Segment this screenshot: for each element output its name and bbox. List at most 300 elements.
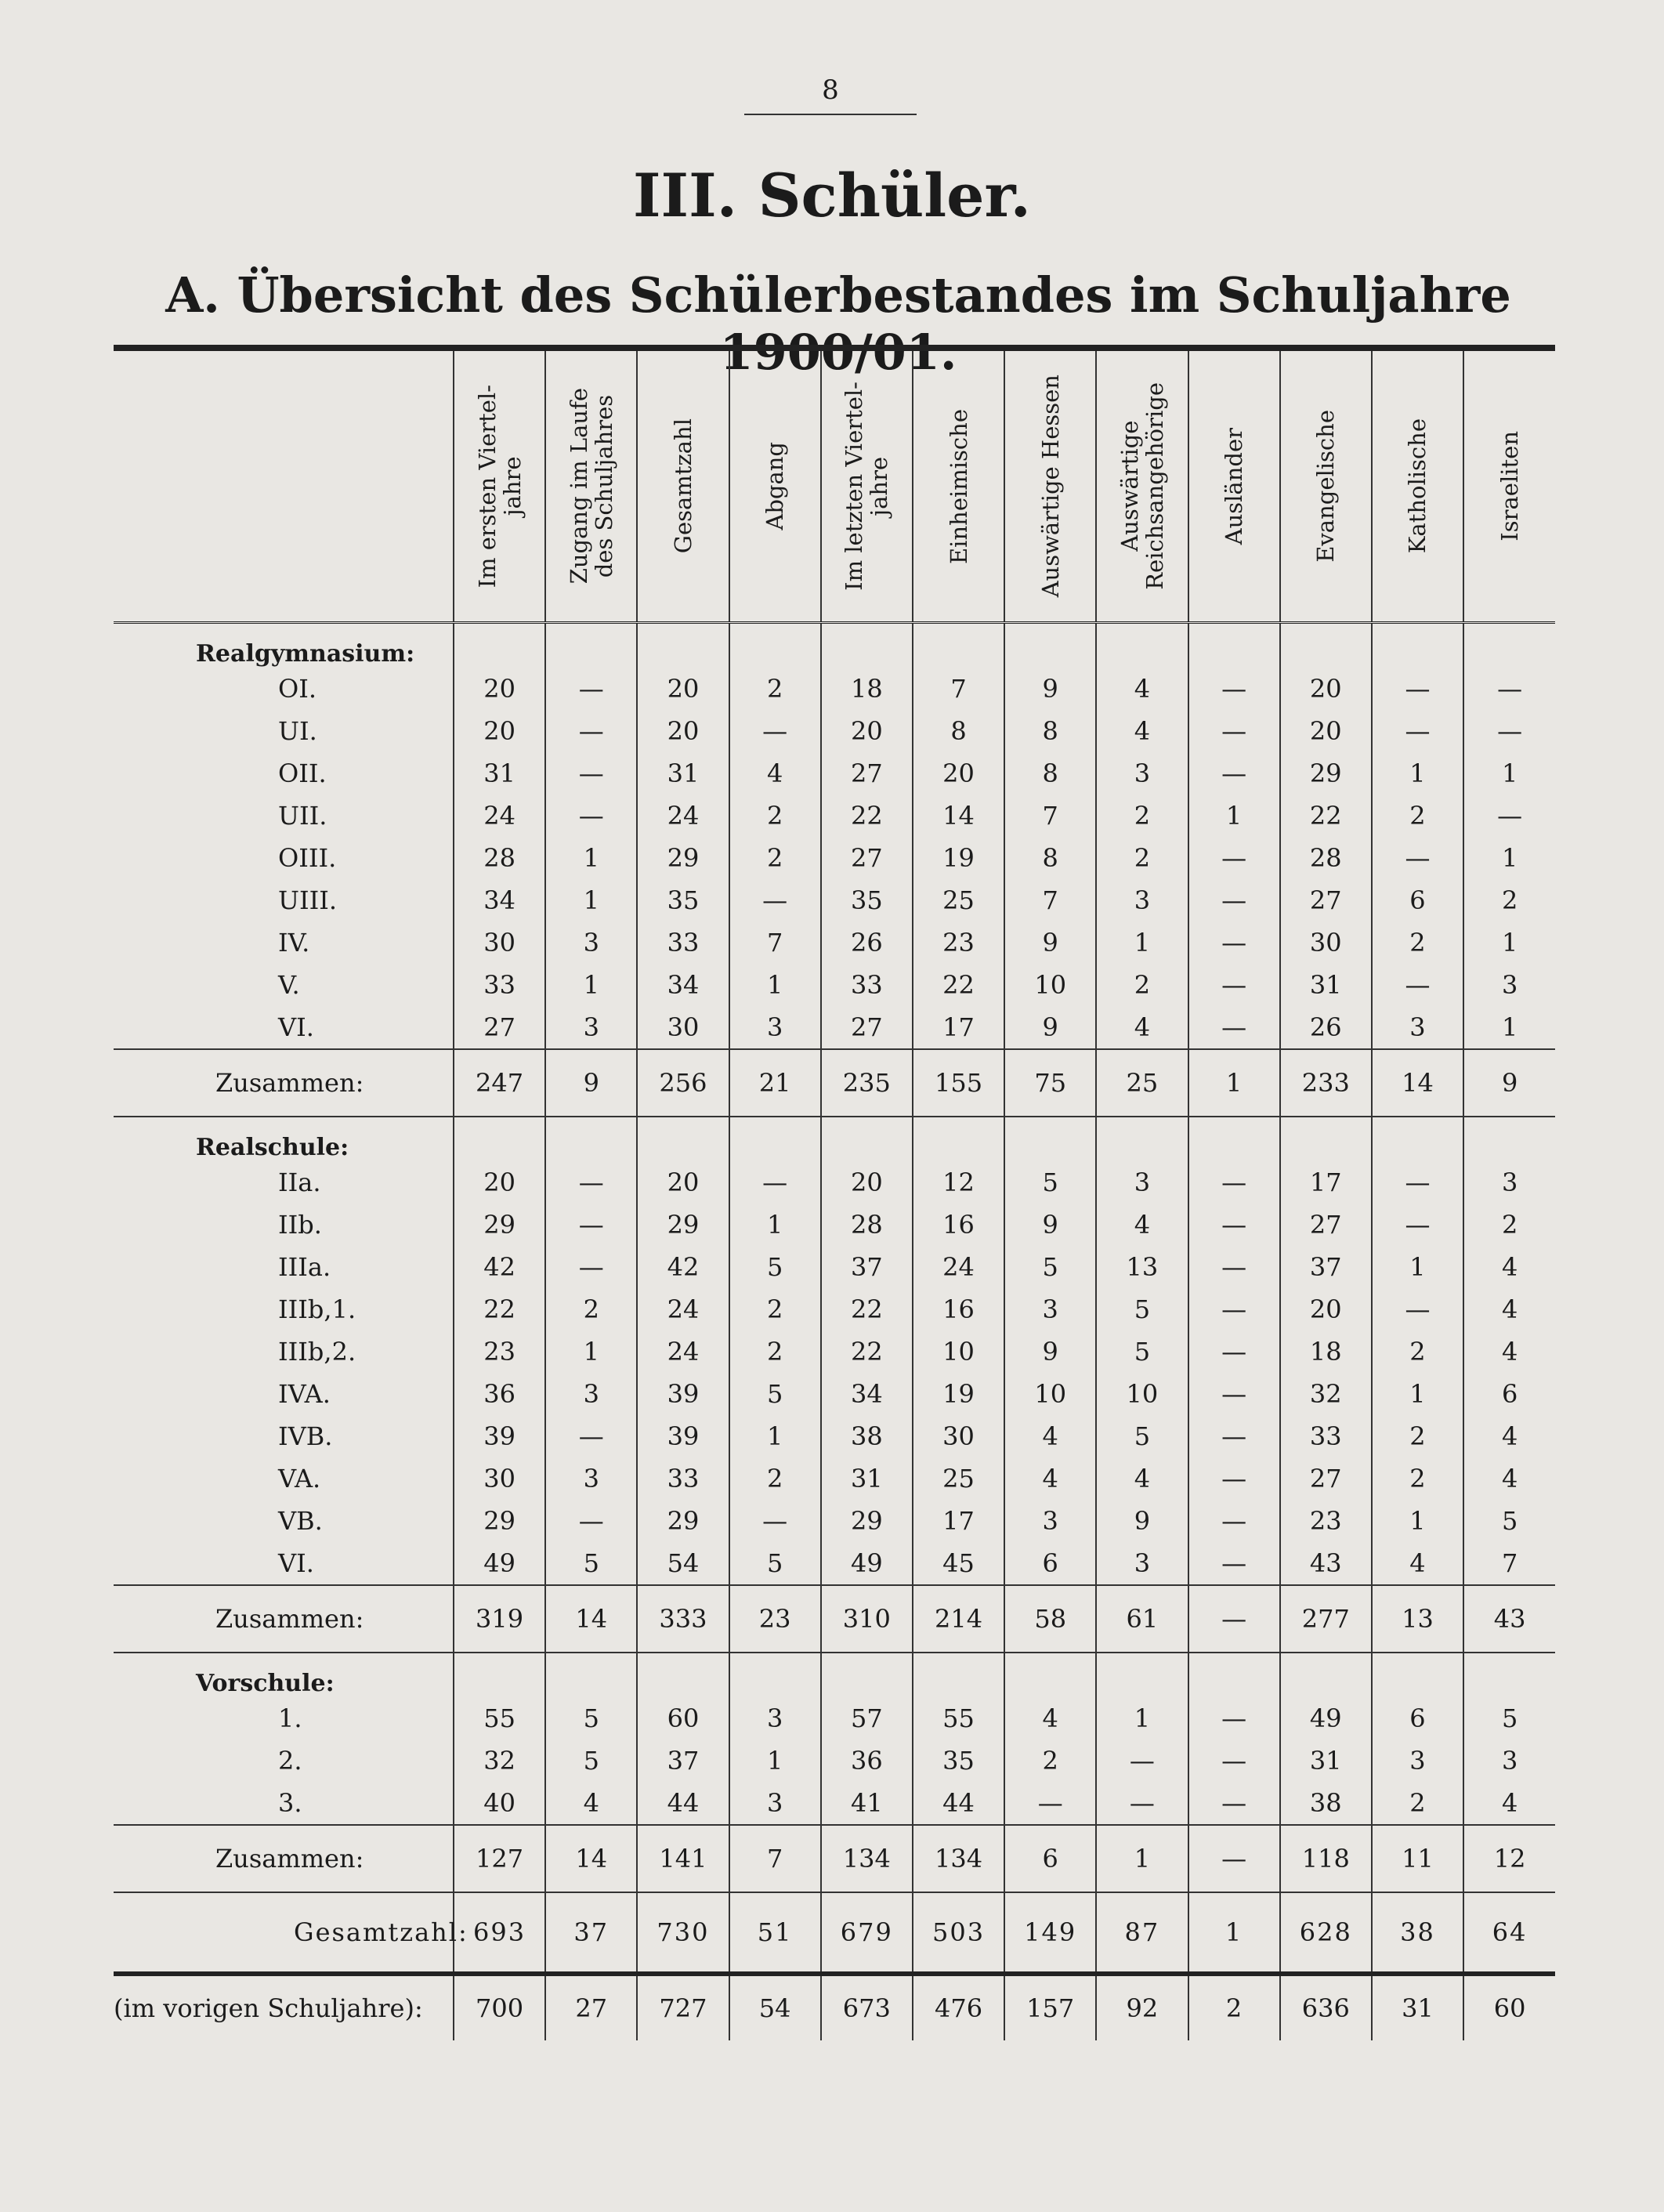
- table-cell: —: [1372, 668, 1463, 710]
- table-cell: 18: [821, 668, 913, 710]
- table-cell: 43: [1463, 1585, 1555, 1653]
- page-number-rule: [744, 114, 917, 115]
- table-cell: 2: [729, 1457, 821, 1500]
- table-cell: 24: [637, 1330, 729, 1373]
- table-cell: 60: [637, 1697, 729, 1740]
- table-cell: 6: [1004, 1542, 1096, 1585]
- table-cell: 3: [1096, 1542, 1188, 1585]
- table-cell: 23: [729, 1585, 821, 1653]
- table-cell: 61: [1096, 1585, 1188, 1653]
- table-cell: 24: [637, 1288, 729, 1330]
- column-header-label: Zugang im Laufe des Schuljahres: [565, 388, 617, 585]
- table-row: [114, 1330, 1555, 1373]
- table-cell: 11: [1372, 1825, 1463, 1892]
- table-cell: 33: [454, 964, 545, 1006]
- column-header: [729, 348, 821, 623]
- table-cell: 58: [1004, 1585, 1096, 1653]
- table-cell: 13: [1372, 1585, 1463, 1653]
- table-cell: 22: [454, 1288, 545, 1330]
- table-cell: 26: [1280, 1006, 1372, 1049]
- row-label: IIIb,1.: [278, 1294, 356, 1324]
- table-row: [114, 710, 1555, 752]
- table-cell: 4: [1096, 1457, 1188, 1500]
- column-header-label: Auswärtige Reichsangehörige: [1116, 382, 1168, 590]
- table-cell: —: [1188, 1330, 1280, 1373]
- table-cell: [637, 1117, 729, 1161]
- table-cell: 33: [821, 964, 913, 1006]
- table-cell: 5: [1096, 1288, 1188, 1330]
- table-cell: 1: [1096, 921, 1188, 964]
- page-title: III. Schüler.: [633, 161, 1031, 230]
- row-label: IVB.: [278, 1421, 333, 1451]
- table-cell: 5: [1463, 1697, 1555, 1740]
- table-cell: 21: [729, 1049, 821, 1117]
- table-cell: [1463, 1117, 1555, 1161]
- table-cell: 16: [913, 1204, 1004, 1246]
- table-cell: 24: [454, 795, 545, 837]
- table-cell: 8: [913, 710, 1004, 752]
- table-cell: 8: [1004, 710, 1096, 752]
- table-cell: 2: [729, 1288, 821, 1330]
- table-cell: —: [1188, 964, 1280, 1006]
- table-cell: —: [1188, 1006, 1280, 1049]
- table-row: [114, 1288, 1555, 1330]
- table-cell: [1004, 623, 1096, 668]
- table-cell: 36: [454, 1373, 545, 1415]
- table-cell: [1372, 1653, 1463, 1697]
- table-cell: 310: [821, 1585, 913, 1653]
- table-cell: [1280, 1653, 1372, 1697]
- table-cell: [1096, 1653, 1188, 1697]
- table-cell: 2: [1372, 795, 1463, 837]
- column-header: [1096, 348, 1188, 623]
- table-cell: —: [1188, 710, 1280, 752]
- table-cell: [545, 1653, 637, 1697]
- table-cell: 693: [454, 1892, 545, 1974]
- table-cell: 54: [729, 1974, 821, 2040]
- table-cell: 5: [1004, 1246, 1096, 1288]
- table-cell: 37: [545, 1892, 637, 1974]
- table-cell: 730: [637, 1892, 729, 1974]
- table-cell: 1: [1372, 1246, 1463, 1288]
- table-cell: 37: [821, 1246, 913, 1288]
- table-cell: [1188, 1117, 1280, 1161]
- table-cell: 5: [1096, 1415, 1188, 1457]
- table-cell: 5: [1096, 1330, 1188, 1373]
- table-cell: 1: [729, 1415, 821, 1457]
- table-cell: 3: [1463, 1161, 1555, 1204]
- table-cell: 3: [1096, 752, 1188, 795]
- table-cell: 8: [1004, 752, 1096, 795]
- table-cell: 29: [454, 1204, 545, 1246]
- table-cell: 7: [729, 921, 821, 964]
- table-cell: 6: [1463, 1373, 1555, 1415]
- column-header: [1280, 348, 1372, 623]
- table-cell: 4: [1004, 1415, 1096, 1457]
- table-row: [114, 1500, 1555, 1542]
- grand-total-row: [114, 1892, 1555, 1974]
- table-cell: 20: [913, 752, 1004, 795]
- table-cell: —: [1188, 1246, 1280, 1288]
- table-row: [114, 964, 1555, 1006]
- table-cell: 1: [1188, 795, 1280, 837]
- table-cell: 1: [1188, 1049, 1280, 1117]
- table-cell: —: [729, 710, 821, 752]
- table-cell: 5: [729, 1246, 821, 1288]
- table-cell: 1: [545, 964, 637, 1006]
- table-cell: 23: [454, 1330, 545, 1373]
- table-cell: —: [1372, 964, 1463, 1006]
- table-cell: 2: [1463, 879, 1555, 921]
- table-cell: —: [1372, 1204, 1463, 1246]
- table-cell: 4: [1372, 1542, 1463, 1585]
- table-cell: 12: [1463, 1825, 1555, 1892]
- table-cell: 2: [1004, 1740, 1096, 1782]
- column-header: [913, 348, 1004, 623]
- table-cell: 7: [1004, 795, 1096, 837]
- table-cell: —: [1188, 1740, 1280, 1782]
- table-cell: 92: [1096, 1974, 1188, 2040]
- table-row: [114, 1542, 1555, 1585]
- column-header: [1372, 348, 1463, 623]
- table-cell: 14: [913, 795, 1004, 837]
- table-cell: 30: [454, 1457, 545, 1500]
- table-cell: [821, 623, 913, 668]
- table-cell: 39: [637, 1415, 729, 1457]
- table-cell: 32: [454, 1740, 545, 1782]
- table-cell: 7: [729, 1825, 821, 1892]
- table-cell: —: [1188, 921, 1280, 964]
- table-cell: 7: [1004, 879, 1096, 921]
- table-cell: [913, 623, 1004, 668]
- table-cell: 2: [1096, 964, 1188, 1006]
- table-cell: 22: [821, 1330, 913, 1373]
- table-cell: 19: [913, 837, 1004, 879]
- table-cell: 49: [821, 1542, 913, 1585]
- column-header: [1004, 348, 1096, 623]
- table-cell: 2: [1096, 837, 1188, 879]
- table-cell: 2: [1096, 795, 1188, 837]
- table-cell: 233: [1280, 1049, 1372, 1117]
- table-cell: 3: [545, 1373, 637, 1415]
- table-cell: 3: [729, 1782, 821, 1825]
- table-cell: —: [1463, 710, 1555, 752]
- table-cell: 2: [1372, 1782, 1463, 1825]
- table-cell: 628: [1280, 1892, 1372, 1974]
- table-cell: —: [1188, 1204, 1280, 1246]
- column-header-label: Abgang: [761, 442, 789, 530]
- table-cell: 14: [545, 1825, 637, 1892]
- table-cell: 3: [729, 1006, 821, 1049]
- table-cell: —: [545, 1415, 637, 1457]
- column-header-label: Israeliten: [1496, 431, 1524, 541]
- table-cell: 22: [913, 964, 1004, 1006]
- table-cell: 1: [1096, 1825, 1188, 1892]
- row-label: 3.: [278, 1788, 302, 1818]
- table-cell: [1463, 1653, 1555, 1697]
- table-cell: —: [1372, 837, 1463, 879]
- column-header: [1463, 348, 1555, 623]
- table-cell: [637, 623, 729, 668]
- table-cell: 49: [1280, 1697, 1372, 1740]
- table-cell: 30: [637, 1006, 729, 1049]
- row-label: IIa.: [278, 1168, 321, 1197]
- table-cell: 1: [545, 837, 637, 879]
- table-cell: 1: [729, 1740, 821, 1782]
- table-cell: 25: [913, 1457, 1004, 1500]
- table-cell: 28: [1280, 837, 1372, 879]
- column-header: [1188, 348, 1280, 623]
- row-label: IIb.: [278, 1210, 322, 1240]
- table-cell: 1: [1463, 752, 1555, 795]
- column-header-label: Ausländer: [1221, 427, 1248, 545]
- table-cell: [1188, 623, 1280, 668]
- table-cell: 38: [1372, 1892, 1463, 1974]
- table-cell: 727: [637, 1974, 729, 2040]
- table-cell: —: [1188, 879, 1280, 921]
- row-label: 1.: [278, 1703, 302, 1733]
- student-statistics-table: [114, 345, 1555, 2040]
- section-heading-row: [114, 1653, 1555, 1697]
- row-label: VI.: [278, 1012, 314, 1042]
- table-cell: 8: [1004, 837, 1096, 879]
- column-header-label: Auswärtige Hessen: [1036, 375, 1064, 598]
- table-cell: —: [1188, 1697, 1280, 1740]
- table-cell: 20: [637, 668, 729, 710]
- table-cell: 28: [454, 837, 545, 879]
- table-cell: 134: [913, 1825, 1004, 1892]
- table-cell: 20: [637, 710, 729, 752]
- table-cell: 27: [821, 752, 913, 795]
- table-cell: 32: [1280, 1373, 1372, 1415]
- table-cell: —: [1463, 668, 1555, 710]
- table-cell: [729, 623, 821, 668]
- table-cell: —: [1188, 1457, 1280, 1500]
- table-cell: 38: [1280, 1782, 1372, 1825]
- column-header-label: Gesamtzahl: [669, 418, 696, 554]
- table-cell: 29: [454, 1500, 545, 1542]
- table-cell: 277: [1280, 1585, 1372, 1653]
- table-cell: 9: [545, 1049, 637, 1117]
- table-cell: 42: [637, 1246, 729, 1288]
- table-cell: [454, 1653, 545, 1697]
- table-cell: 9: [1096, 1500, 1188, 1542]
- table-row: [114, 1246, 1555, 1288]
- table-cell: 127: [454, 1825, 545, 1892]
- table-cell: 54: [637, 1542, 729, 1585]
- table-cell: 13: [1096, 1246, 1188, 1288]
- table-cell: 24: [913, 1246, 1004, 1288]
- table-cell: 29: [821, 1500, 913, 1542]
- table-cell: —: [1188, 837, 1280, 879]
- table-cell: 20: [1280, 1288, 1372, 1330]
- table-cell: 476: [913, 1974, 1004, 2040]
- table-cell: 55: [454, 1697, 545, 1740]
- table-cell: 36: [821, 1740, 913, 1782]
- table-cell: 1: [1463, 837, 1555, 879]
- table-cell: 33: [637, 1457, 729, 1500]
- table-cell: 31: [1280, 964, 1372, 1006]
- table-cell: 1: [1372, 752, 1463, 795]
- table-cell: 5: [1004, 1161, 1096, 1204]
- table-cell: [1096, 1117, 1188, 1161]
- table-cell: 10: [1004, 1373, 1096, 1415]
- table-cell: 35: [913, 1740, 1004, 1782]
- table-cell: [454, 1117, 545, 1161]
- table-cell: 27: [1280, 1204, 1372, 1246]
- table-header-row: [114, 348, 1555, 623]
- table-cell: 9: [1004, 1006, 1096, 1049]
- table-cell: 31: [637, 752, 729, 795]
- table-cell: 1: [545, 879, 637, 921]
- table-cell: —: [1372, 1288, 1463, 1330]
- table-cell: [821, 1117, 913, 1161]
- table-cell: 26: [821, 921, 913, 964]
- table-cell: 141: [637, 1825, 729, 1892]
- table-cell: 44: [637, 1782, 729, 1825]
- table-cell: 3: [1096, 1161, 1188, 1204]
- table-cell: 14: [545, 1585, 637, 1653]
- previous-year-row: [114, 1974, 1555, 2040]
- table-cell: 1: [1188, 1892, 1280, 1974]
- row-label: V.: [278, 970, 300, 1000]
- table-cell: 41: [821, 1782, 913, 1825]
- table-cell: [1004, 1653, 1096, 1697]
- table-cell: 3: [1004, 1288, 1096, 1330]
- table-cell: —: [545, 710, 637, 752]
- table-cell: 20: [1280, 668, 1372, 710]
- table-cell: 2: [729, 668, 821, 710]
- table-cell: —: [1188, 1373, 1280, 1415]
- table-cell: 134: [821, 1825, 913, 1892]
- table-cell: 30: [454, 921, 545, 964]
- table-cell: 6: [1004, 1825, 1096, 1892]
- table-cell: —: [1004, 1782, 1096, 1825]
- row-label: IV.: [278, 928, 310, 958]
- table-cell: 2: [729, 837, 821, 879]
- table-cell: —: [1188, 1500, 1280, 1542]
- page-number: 8: [822, 74, 839, 106]
- table-cell: 5: [1463, 1500, 1555, 1542]
- section-total-row: [114, 1049, 1555, 1117]
- column-header: [637, 348, 729, 623]
- column-header-label: Einheimische: [945, 408, 972, 564]
- row-label: Gesamtzahl:: [114, 1892, 454, 1974]
- table-cell: 10: [913, 1330, 1004, 1373]
- table-cell: 28: [821, 1204, 913, 1246]
- table-cell: [1463, 623, 1555, 668]
- table-cell: 75: [1004, 1049, 1096, 1117]
- table-cell: —: [1188, 1161, 1280, 1204]
- table-cell: 6: [1372, 1697, 1463, 1740]
- section-heading-row: [114, 623, 1555, 668]
- table-cell: 38: [821, 1415, 913, 1457]
- table-cell: —: [1463, 795, 1555, 837]
- table-cell: 30: [913, 1415, 1004, 1457]
- table-cell: 87: [1096, 1892, 1188, 1974]
- table-row: [114, 752, 1555, 795]
- table-cell: 23: [1280, 1500, 1372, 1542]
- table-cell: 118: [1280, 1825, 1372, 1892]
- table-cell: 2: [1372, 1457, 1463, 1500]
- table-cell: 3: [1004, 1500, 1096, 1542]
- row-label: UII.: [278, 801, 327, 831]
- row-label: Zusammen:: [114, 1585, 454, 1653]
- table-cell: 29: [637, 837, 729, 879]
- table-cell: 1: [1372, 1373, 1463, 1415]
- column-header: [545, 348, 637, 623]
- table-cell: 20: [637, 1161, 729, 1204]
- table-cell: 4: [545, 1782, 637, 1825]
- table-cell: 4: [1463, 1782, 1555, 1825]
- table-cell: 22: [821, 1288, 913, 1330]
- table-cell: 4: [1096, 1006, 1188, 1049]
- table-cell: 5: [545, 1740, 637, 1782]
- table-cell: [729, 1117, 821, 1161]
- table-cell: [1280, 1117, 1372, 1161]
- table-cell: 700: [454, 1974, 545, 2040]
- table-cell: 10: [1004, 964, 1096, 1006]
- table-cell: 9: [1004, 921, 1096, 964]
- row-label: VI.: [278, 1548, 314, 1578]
- table-cell: 157: [1004, 1974, 1096, 2040]
- row-label: Zusammen:: [114, 1049, 454, 1117]
- table-cell: [1004, 1117, 1096, 1161]
- table-cell: —: [1188, 1288, 1280, 1330]
- table-cell: —: [1188, 1782, 1280, 1825]
- table-cell: 33: [1280, 1415, 1372, 1457]
- row-label: Vorschule:: [196, 1670, 335, 1697]
- table-cell: 9: [1004, 1330, 1096, 1373]
- table-cell: 5: [729, 1373, 821, 1415]
- table-cell: 155: [913, 1049, 1004, 1117]
- table-cell: 37: [1280, 1246, 1372, 1288]
- row-label: UI.: [278, 716, 317, 746]
- table-cell: 20: [821, 1161, 913, 1204]
- row-label: VA.: [278, 1464, 321, 1493]
- table-cell: 35: [821, 879, 913, 921]
- table-cell: 1: [729, 964, 821, 1006]
- table-cell: 3: [545, 921, 637, 964]
- table-cell: 25: [913, 879, 1004, 921]
- table-cell: 1: [545, 1330, 637, 1373]
- table-cell: 60: [1463, 1974, 1555, 2040]
- table-cell: —: [1188, 1825, 1280, 1892]
- table-cell: 31: [1372, 1974, 1463, 2040]
- row-label: VB.: [278, 1506, 323, 1536]
- table-cell: 4: [1463, 1415, 1555, 1457]
- table-cell: 34: [454, 879, 545, 921]
- table-cell: 4: [1463, 1288, 1555, 1330]
- table-cell: 44: [913, 1782, 1004, 1825]
- table-cell: 40: [454, 1782, 545, 1825]
- table-cell: 333: [637, 1585, 729, 1653]
- table-cell: 31: [1280, 1740, 1372, 1782]
- table-row: [114, 837, 1555, 879]
- table-cell: 23: [913, 921, 1004, 964]
- table-cell: 3: [1372, 1006, 1463, 1049]
- row-label: Zusammen:: [114, 1825, 454, 1892]
- table-cell: —: [1188, 1415, 1280, 1457]
- table-cell: 35: [637, 879, 729, 921]
- table-cell: 4: [1096, 668, 1188, 710]
- table-cell: 2: [729, 795, 821, 837]
- table-cell: [821, 1653, 913, 1697]
- table-cell: 4: [1004, 1457, 1096, 1500]
- table-cell: 34: [637, 964, 729, 1006]
- row-label: Realgymnasium:: [196, 640, 415, 668]
- table-cell: 6: [1372, 879, 1463, 921]
